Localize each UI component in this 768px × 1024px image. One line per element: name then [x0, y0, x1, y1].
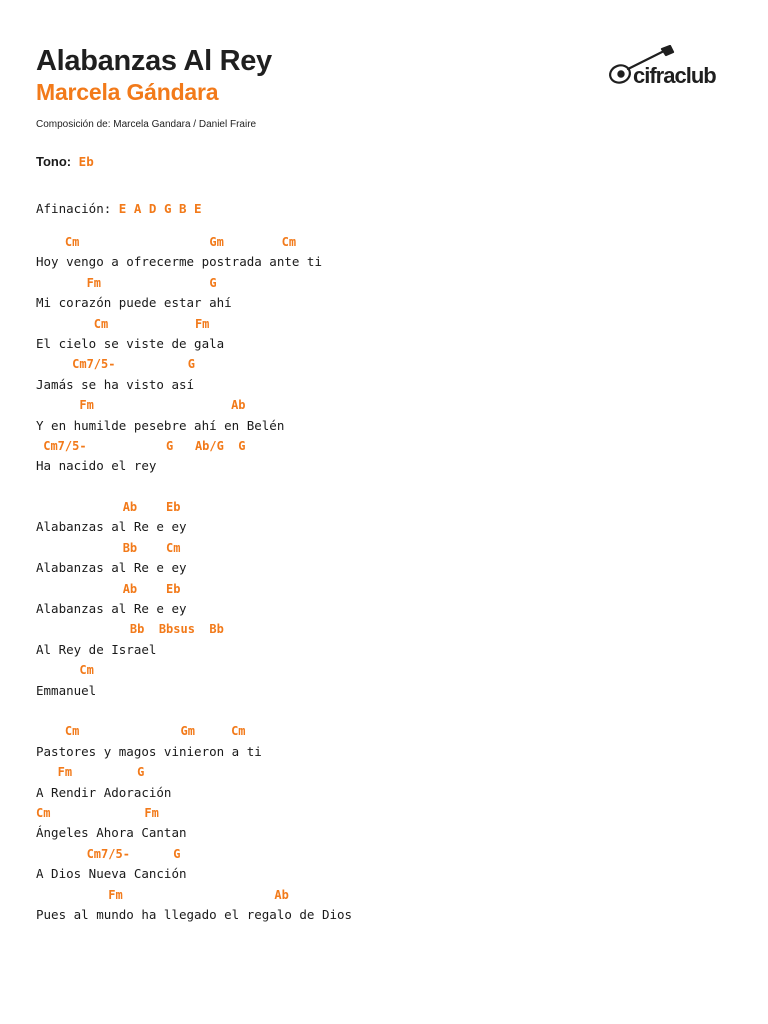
lyric-line: Pues al mundo ha llegado el regalo de Dios — [36, 906, 353, 922]
chord-line[interactable]: Cm Fm — [36, 805, 159, 820]
lyric-line: Jamás se ha visto así — [36, 376, 195, 392]
chord-line[interactable]: Fm Ab — [36, 887, 289, 902]
tono-label: Tono: — [36, 154, 72, 169]
lyric-line: Pastores y magos vinieron a ti — [36, 743, 262, 759]
chord-line[interactable]: Ab Eb — [36, 500, 181, 515]
tono-row — [36, 154, 94, 169]
chord-line[interactable]: Bb Bbsus Bb — [36, 622, 224, 637]
guitar-icon — [606, 45, 722, 93]
blank-line — [36, 701, 352, 721]
blank-line — [36, 477, 352, 497]
lyric-line: A Dios Nueva Canción — [36, 866, 187, 882]
composition-credit: Composición de: Marcela Gandara / Daniel Fraire — [36, 119, 257, 130]
lyric-line: Ángeles Ahora Cantan — [36, 825, 187, 841]
lyric-line: Alabanzas al Re e ey — [36, 560, 187, 576]
chord-line[interactable]: Ab Eb — [36, 581, 181, 596]
lyric-line: Alabanzas al Re e ey — [36, 601, 187, 617]
lyric-line: Alabanzas al Re e ey — [36, 519, 187, 535]
song-title: Alabanzas Al Rey — [36, 45, 272, 77]
chord-line[interactable]: Fm G — [36, 275, 217, 290]
lyric-line: Mi corazón puede estar ahí — [36, 295, 232, 311]
artist-name[interactable]: Marcela Gándara — [36, 79, 219, 105]
chord-line[interactable]: Fm G — [36, 765, 145, 780]
afinacion-value[interactable]: E A D G B E — [118, 201, 202, 216]
lyric-line: Y en humilde pesebre ahí en Belén — [36, 417, 285, 433]
chord-line[interactable]: Cm7/5- G — [36, 846, 181, 861]
chord-sheet — [36, 232, 352, 925]
chord-line[interactable]: Cm7/5- G Ab/G G — [36, 438, 246, 453]
afinacion-row — [36, 201, 202, 216]
chord-line[interactable]: Cm7/5- G — [36, 357, 195, 372]
logo-text: cifraclub — [633, 63, 716, 88]
chord-line[interactable]: Cm Fm — [36, 316, 210, 331]
lyric-line: Ha nacido el rey — [36, 458, 157, 474]
lyric-line: El cielo se viste de gala — [36, 335, 225, 351]
lyric-line: Hoy vengo a ofrecerme postrada ante ti — [36, 254, 322, 270]
chord-line[interactable]: Bb Cm — [36, 540, 181, 555]
afinacion-label: Afinación: — [36, 201, 119, 216]
cifraclub-logo[interactable] — [606, 45, 722, 93]
chord-line[interactable]: Fm Ab — [36, 398, 246, 413]
lyric-line: Al Rey de Israel — [36, 641, 157, 657]
lyric-line: A Rendir Adoración — [36, 784, 172, 800]
tono-value[interactable]: Eb — [78, 154, 94, 169]
lyric-line: Emmanuel — [36, 682, 97, 698]
chord-line[interactable]: Cm Gm Cm — [36, 724, 246, 739]
chord-line[interactable]: Cm Gm Cm — [36, 235, 297, 249]
chord-line[interactable]: Cm — [36, 663, 94, 678]
